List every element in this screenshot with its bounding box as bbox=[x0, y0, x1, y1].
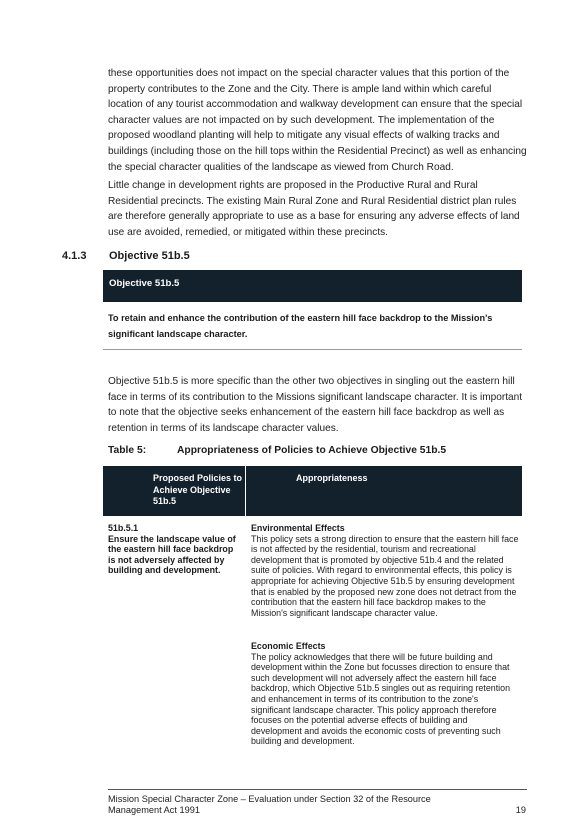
table-caption-title: Appropriateness of Policies to Achieve Objective 51b.5 bbox=[177, 445, 447, 456]
table-caption-label: Table 5: bbox=[108, 445, 147, 456]
objective-box-header: Objective 51b.5 bbox=[103, 270, 522, 302]
environmental-effects-text: This policy sets a strong direction to ensure that the eastern hill face is not affected by the residential, tourism and recreational development that is promoted by objective 51b.4 and the related suite of policies. With regard to environmental effects, this policy is appropriate for achieving Objective 51b.5 by ensuring development that is enabled by the proposed new zone does not detract from the contribution that the eastern hill face backdrop makes to the Mission's significant landscape character value. bbox=[251, 533, 519, 618]
objective-statement: To retain and enhance the contribution of the eastern hill face backdrop to the Mission's significant landscape character. bbox=[108, 313, 493, 339]
policy-text: Ensure the landscape value of the eastern hill face backdrop is not adversely affected by building and development. bbox=[108, 533, 236, 576]
table-header bbox=[103, 466, 522, 516]
table-caption bbox=[108, 445, 446, 456]
page-number: 19 bbox=[515, 805, 526, 815]
footer-text: Mission Special Character Zone – Evaluation under Section 32 of the Resource Management Act 1991 bbox=[108, 794, 431, 815]
footer-divider bbox=[108, 789, 527, 790]
body-paragraph-2: Little change in development rights are proposed in the Productive Rural and Rural Residential precincts. The existing Main Rural Zone and Rural Residential district plan rules are therefore generally appropriate to use as a base for ensuring any adverse effects of land use are avoided, remedied, or mitigated within these precincts. bbox=[108, 180, 520, 238]
section-title: Objective 51b.5 bbox=[109, 250, 190, 262]
environmental-effects-heading: Environmental Effects bbox=[251, 523, 345, 533]
policy-code: 51b.5.1 bbox=[108, 523, 139, 533]
section-number: 4.1.3 bbox=[62, 250, 87, 262]
table-header-policies: Proposed Policies to Achieve Objective 51b.5 bbox=[153, 473, 243, 506]
table-header-appropriateness: Appropriateness bbox=[296, 473, 368, 483]
body-paragraph-1: these opportunities does not impact on the special character values that this portion of the property contributes to the Zone and the City. There is ample land within which careful location of any tourist accommodation and walkway development can ensure that the special character values are not impacted on by such development. The implementation of the proposed woodland planting will help to mitigate any visual effects of walking tracks and buildings (including those on the hill tops within the Residential Precinct) as well as enhancing the special character qualities of the landscape as viewed from Church Road. bbox=[108, 68, 527, 173]
economic-effects-text: The policy acknowledges that there will be future building and development within the Zone but focusses direction to ensure that such development will not adversely affect the eastern hill face backdrop, which Objective 51b.5 singles out as requiring retention and enhancement in terms of its contribution to the zone's significant landscape character. This policy approach therefore focuses on the potential adverse effects of building and development and avoids the economic costs of preventing such building and development. bbox=[251, 651, 511, 747]
table-header-divider bbox=[245, 466, 246, 516]
body-paragraph-3: Objective 51b.5 is more specific than the other two objectives in singling out the eastern hill face in terms of its contribution to the Missions significant landscape character. It is important to note that the objective seeks enhancement of the eastern hill face backdrop as well as retention in terms of its landscape character values. bbox=[108, 376, 523, 434]
environmental-effects-cell bbox=[251, 523, 519, 618]
economic-effects-heading: Economic Effects bbox=[251, 641, 326, 651]
policy-cell bbox=[108, 523, 243, 576]
economic-effects-cell bbox=[251, 641, 519, 747]
objective-divider bbox=[103, 349, 522, 350]
section-heading bbox=[62, 250, 522, 262]
